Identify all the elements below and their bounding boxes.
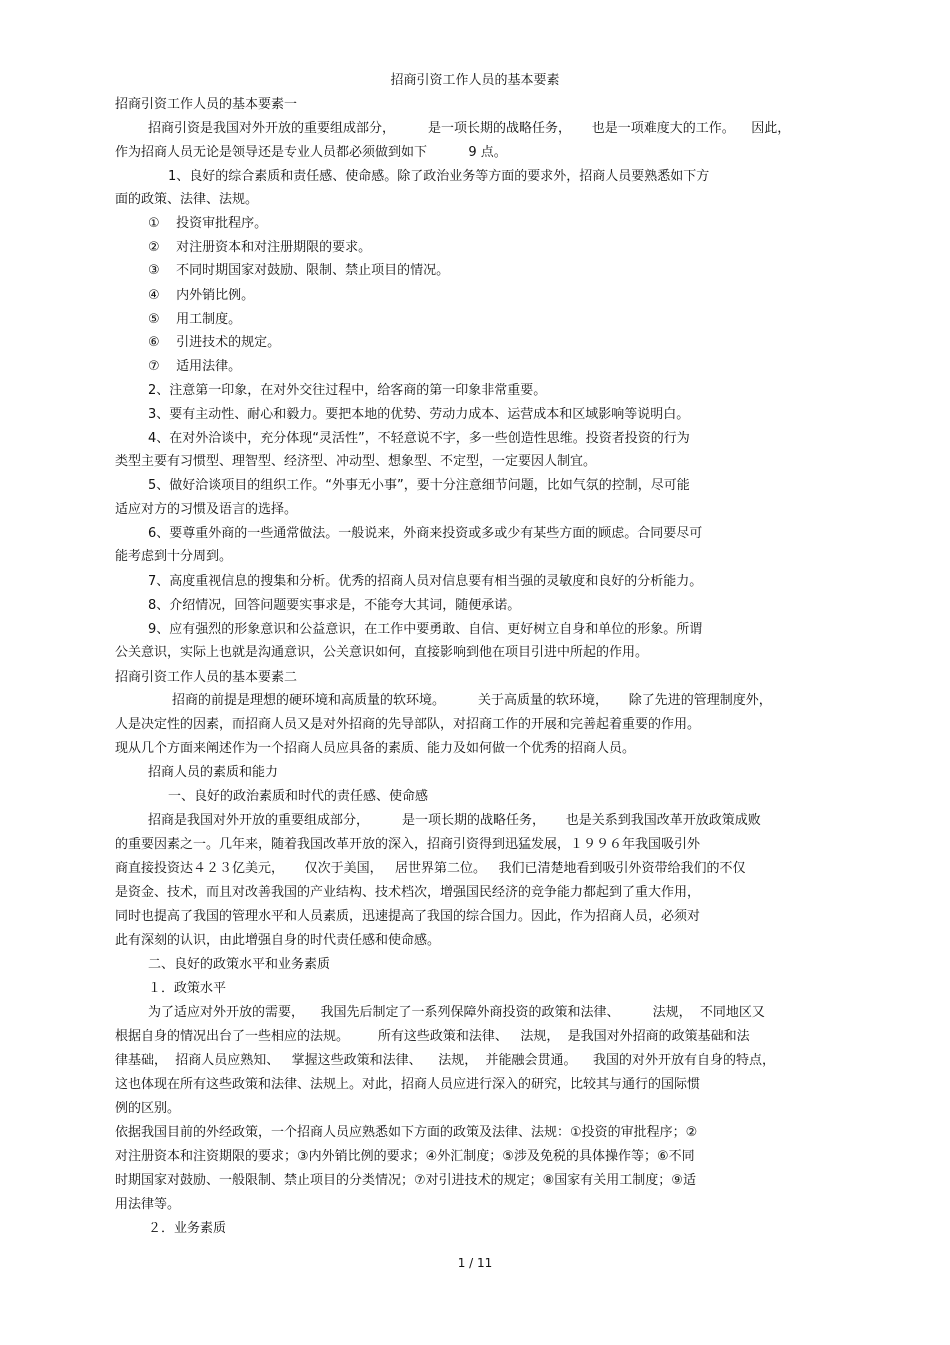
paragraph-line: ⑤ 用工制度。 [148,312,242,327]
paragraph-line: 9、应有强烈的形象意识和公益意识，在工作中要勇敢、自信、更好树立自身和单位的形象。所谓 [148,622,703,637]
paragraph-line: 面的政策、法律、法规。 [115,192,259,207]
paragraph-line: 招商是我国对外开放的重要组成部分， 是一项长期的战略任务， 也是关系到我国改革开放政策成败 [148,813,761,828]
paragraph-line: ⑦ 适用法律。 [148,359,242,374]
paragraph-line: 现从几个方面来阐述作为一个招商人员应具备的素质、能力及如何做一个优秀的招商人员。 [115,741,636,756]
paragraph-line: 时期国家对鼓励、一般限制、禁止项目的分类情况；⑦对引进技术的规定；⑧国家有关用工制度；⑨适 [115,1173,696,1188]
paragraph-line: １．政策水平 [148,981,227,996]
paragraph-line: ④ 内外销比例。 [148,288,255,303]
paragraph-line: 这也体现在所有这些政策和法律、法规上。对此，招商人员应进行深入的研究，比较其与通行的国际惯 [115,1077,701,1092]
paragraph-line: 招商引资工作人员的基本要素一 [115,97,298,112]
paragraph-line: 同时也提高了我国的管理水平和人员素质，迅速提高了我国的综合国力。因此，作为招商人员，必须对 [115,909,701,924]
paragraph-line: 招商引资工作人员的基本要素二 [115,670,298,685]
paragraph-line: 5、做好洽谈项目的组织工作。“外事无小事”，要十分注意细节问题，比如气氛的控制，尽可能 [148,478,690,493]
paragraph-line: 适应对方的习惯及语言的选择。 [115,502,298,517]
paragraph-line: 是资金、技术，而且对改善我国的产业结构、技术档次，增强国民经济的竞争能力都起到了重大作用， [115,885,701,900]
paragraph-line: 的重要因素之一。几年来，随着我国改革开放的深入，招商引资得到迅猛发展，１９９６年我国吸引外 [115,837,701,852]
paragraph-line: 依据我国目前的外经政策，一个招商人员应熟悉如下方面的政策及法律、法规：①投资的审批程序；② [115,1125,698,1140]
paragraph-line: 对注册资本和注资期限的要求；③内外销比例的要求；④外汇制度；⑤涉及免税的具体操作等；⑥不同 [115,1149,695,1164]
paragraph-line: 例的区别。 [115,1101,181,1116]
paragraph-line: 二、良好的政策水平和业务素质 [148,957,331,972]
paragraph-line: ② 对注册资本和对注册期限的要求。 [148,240,372,255]
paragraph-line: 招商人员的素质和能力 [148,765,279,780]
page-number: 1 / 11 [457,1256,493,1270]
paragraph-line: 招商的前提是理想的硬环境和高质量的软环境。 关于高质量的软环境， 除了先进的管理制度外， [172,693,772,708]
document-title: 招商引资工作人员的基本要素 [390,73,560,88]
paragraph-line: 根据自身的情况出台了一些相应的法规。 所有这些政策和法律、 法规， 是我国对外招商的政策基础和法 [115,1029,750,1044]
paragraph-line: ２．业务素质 [148,1221,227,1236]
paragraph-line: 3、要有主动性、耐心和毅力。要把本地的优势、劳动力成本、运营成本和区域影响等说明白。 [148,407,690,422]
paragraph-line: ① 投资审批程序。 [148,216,268,231]
paragraph-line: 7、高度重视信息的搜集和分析。优秀的招商人员对信息要有相当强的灵敏度和良好的分析能力。 [148,574,703,589]
paragraph-line: 公关意识，实际上也就是沟通意识，公关意识如何，直接影响到他在项目引进中所起的作用。 [115,645,649,660]
paragraph-line: 2、注意第一印象，在对外交往过程中，给客商的第一印象非常重要。 [148,383,547,398]
paragraph-line: 用法律等。 [115,1197,181,1212]
paragraph-line: 此有深刻的认识，由此增强自身的时代责任感和使命感。 [115,933,441,948]
paragraph-line: ⑥ 引进技术的规定。 [148,335,281,350]
paragraph-line: 律基础， 招商人员应熟知、 掌握这些政策和法律、 法规， 并能融会贯通。 我国的对外开放有自身的特点， [115,1053,775,1068]
paragraph-line: 4、在对外洽谈中，充分体现“灵活性”，不轻意说不字，多一些创造性思维。投资者投资的行为 [148,431,690,446]
paragraph-line: 1、良好的综合素质和责任感、使命感。除了政治业务等方面的要求外，招商人员要熟悉如下方 [168,169,710,184]
paragraph-line: 作为招商人员无论是领导还是专业人员都必须做到如下 9 点。 [115,145,507,160]
paragraph-line: 能考虑到十分周到。 [115,549,233,564]
paragraph-line: 招商引资是我国对外开放的重要组成部分， 是一项长期的战略任务， 也是一项难度大的工作。 因此， [148,121,791,136]
paragraph-line: 一、良好的政治素质和时代的责任感、使命感 [168,789,429,804]
paragraph-line: 类型主要有习惯型、理智型、经济型、冲动型、想象型、不定型，一定要因人制宜。 [115,454,597,469]
paragraph-line: 8、介绍情况，回答问题要实事求是，不能夸大其词，随便承诺。 [148,598,521,613]
paragraph-line: 商直接投资达４２３亿美元， 仅次于美国， 居世界第二位。 我们已清楚地看到吸引外资带给我们的不仅 [115,861,746,876]
paragraph-line: ③ 不同时期国家对鼓励、限制、禁止项目的情况。 [148,263,450,278]
paragraph-line: 6、要尊重外商的一些通常做法。一般说来，外商来投资或多或少有某些方面的顾虑。合同要尽可 [148,526,703,541]
paragraph-line: 为了适应对外开放的需要， 我国先后制定了一系列保障外商投资的政策和法律、 法规， 不同地区又 [148,1005,765,1020]
paragraph-line: 人是决定性的因素，而招商人员又是对外招商的先导部队，对招商工作的开展和完善起着重要的作用。 [115,717,701,732]
